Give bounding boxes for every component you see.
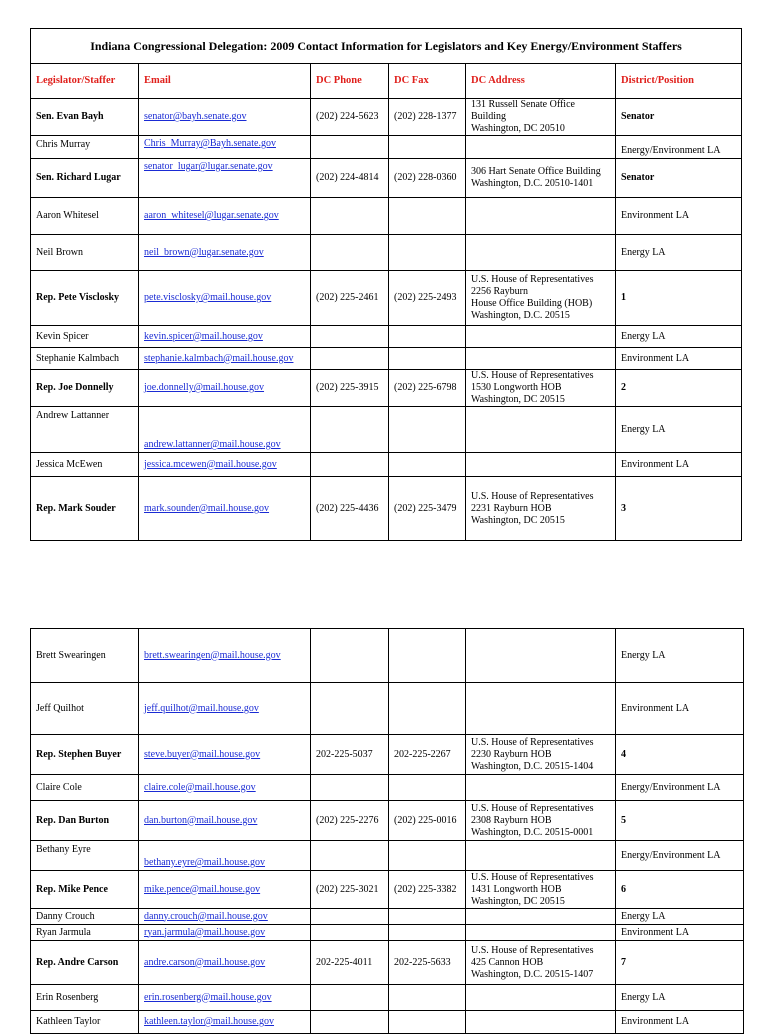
email-link[interactable]: andrew.lattanner@mail.house.gov bbox=[144, 439, 281, 450]
dc-phone bbox=[311, 925, 389, 941]
address-line: Washington, DC 20515 bbox=[471, 514, 565, 526]
address-line: U.S. House of Representatives bbox=[471, 370, 594, 381]
legislator-name: Rep. Pete Visclosky bbox=[31, 271, 139, 326]
dc-fax bbox=[389, 909, 466, 925]
dc-fax bbox=[389, 775, 466, 801]
district-position: Energy LA bbox=[616, 629, 744, 683]
dc-address bbox=[466, 477, 616, 541]
email-link[interactable]: aaron_whitesel@lugar.senate.gov bbox=[144, 210, 279, 221]
email-link[interactable]: pete.visclosky@mail.house.gov bbox=[144, 292, 272, 303]
dc-phone: (202) 224-5623 bbox=[311, 99, 389, 136]
email-link[interactable]: mark.sounder@mail.house.gov bbox=[144, 502, 270, 514]
dc-fax: (202) 225-6798 bbox=[389, 370, 466, 407]
table-row bbox=[31, 136, 742, 159]
address-line: U.S. House of Representatives bbox=[471, 274, 594, 285]
district-position: Energy/Environment LA bbox=[616, 775, 744, 801]
table-row bbox=[31, 235, 742, 271]
legislator-name: Sen. Evan Bayh bbox=[31, 99, 139, 136]
header-phone: DC Phone bbox=[311, 64, 389, 99]
table-row bbox=[31, 159, 742, 198]
address-line: 2231 Rayburn HOB bbox=[471, 502, 552, 514]
district-position: 1 bbox=[616, 271, 742, 326]
dc-phone bbox=[311, 198, 389, 235]
address-line: Building bbox=[471, 111, 507, 122]
email-link[interactable]: ryan.jarmula@mail.house.gov bbox=[144, 926, 266, 938]
dc-fax bbox=[389, 198, 466, 235]
email-link[interactable]: danny.crouch@mail.house.gov bbox=[144, 910, 268, 922]
dc-phone: (202) 224-4814 bbox=[311, 159, 389, 198]
dc-address bbox=[466, 271, 616, 326]
district-position: Energy/Environment LA bbox=[616, 136, 742, 159]
email-cell bbox=[139, 99, 311, 136]
dc-phone bbox=[311, 1011, 389, 1034]
dc-phone bbox=[311, 985, 389, 1011]
dc-fax: 202-225-2267 bbox=[389, 735, 466, 775]
address-line: Washington, D.C. 20510-1401 bbox=[471, 178, 594, 189]
dc-fax bbox=[389, 136, 466, 159]
email-cell bbox=[139, 925, 311, 941]
district-position: 2 bbox=[616, 370, 742, 407]
legislator-name: Rep. Dan Burton bbox=[31, 801, 139, 841]
staffer-name: Kevin Spicer bbox=[31, 326, 139, 348]
address-line: U.S. House of Representatives bbox=[471, 736, 594, 748]
header-legislator: Legislator/Staffer bbox=[31, 64, 139, 99]
table-row bbox=[31, 925, 744, 941]
table-row bbox=[31, 735, 744, 775]
header-email: Email bbox=[139, 64, 311, 99]
header-position: District/Position bbox=[616, 64, 742, 99]
email-link[interactable]: bethany.eyre@mail.house.gov bbox=[144, 857, 266, 868]
dc-fax bbox=[389, 683, 466, 735]
dc-phone bbox=[311, 909, 389, 925]
dc-address bbox=[466, 909, 616, 925]
dc-fax bbox=[389, 407, 466, 453]
dc-address bbox=[466, 407, 616, 453]
staffer-name: Jessica McEwen bbox=[31, 453, 139, 477]
dc-address bbox=[466, 159, 616, 198]
staffer-name: Chris Murray bbox=[31, 136, 139, 159]
email-link[interactable]: kevin.spicer@mail.house.gov bbox=[144, 330, 263, 342]
district-position: Environment LA bbox=[616, 683, 744, 735]
table-row bbox=[31, 407, 742, 453]
address-line: Washington, DC 20515 bbox=[471, 895, 565, 907]
dc-address bbox=[466, 198, 616, 235]
email-cell bbox=[139, 198, 311, 235]
legislator-name: Sen. Richard Lugar bbox=[31, 159, 139, 198]
table-row bbox=[31, 1011, 744, 1034]
dc-phone bbox=[311, 453, 389, 477]
dc-fax bbox=[389, 925, 466, 941]
address-line: Washington, DC 20515 bbox=[471, 394, 565, 405]
dc-phone: (202) 225-4436 bbox=[311, 477, 389, 541]
header-fax: DC Fax bbox=[389, 64, 466, 99]
table-row bbox=[31, 326, 742, 348]
dc-phone bbox=[311, 775, 389, 801]
address-line: 131 Russell Senate Office bbox=[471, 99, 575, 110]
staffer-name: Stephanie Kalmbach bbox=[31, 348, 139, 370]
district-position: Environment LA bbox=[616, 453, 742, 477]
email-link[interactable]: Chris_Murray@Bayh.senate.gov bbox=[144, 138, 276, 149]
email-link[interactable]: senator@bayh.senate.gov bbox=[144, 111, 247, 122]
table-row bbox=[31, 909, 744, 925]
staffer-name: Kathleen Taylor bbox=[31, 1011, 139, 1034]
district-position: Energy LA bbox=[616, 985, 744, 1011]
district-position: 3 bbox=[616, 477, 742, 541]
address-line: 306 Hart Senate Office Building bbox=[471, 166, 601, 177]
address-line: Washington, D.C. 20515-1404 bbox=[471, 760, 594, 772]
dc-address bbox=[466, 801, 616, 841]
email-link[interactable]: joe.donnelly@mail.house.gov bbox=[144, 382, 265, 393]
dc-fax bbox=[389, 326, 466, 348]
dc-fax bbox=[389, 348, 466, 370]
dc-phone bbox=[311, 326, 389, 348]
email-cell bbox=[139, 235, 311, 271]
table-row bbox=[31, 985, 744, 1011]
address-line: U.S. House of Representatives bbox=[471, 871, 594, 883]
email-link[interactable]: steve.buyer@mail.house.gov bbox=[144, 748, 261, 760]
email-cell bbox=[139, 453, 311, 477]
dc-fax bbox=[389, 1011, 466, 1034]
dc-fax bbox=[389, 985, 466, 1011]
district-position: Energy/Environment LA bbox=[616, 841, 744, 871]
staffer-name: Andrew Lattanner bbox=[31, 407, 139, 453]
staffer-name: Bethany Eyre bbox=[31, 841, 139, 871]
table-row bbox=[31, 370, 742, 407]
table-row bbox=[31, 941, 744, 985]
district-position: 5 bbox=[616, 801, 744, 841]
email-cell bbox=[139, 841, 311, 871]
legislator-name: Rep. Mark Souder bbox=[31, 477, 139, 541]
document-title: Indiana Congressional Delegation: 2009 Contact Information for Legislators and Key Energy/Environment Staffers bbox=[31, 29, 742, 64]
address-line: U.S. House of Representatives bbox=[471, 944, 594, 956]
table-row bbox=[31, 841, 744, 871]
staffer-name: Danny Crouch bbox=[31, 909, 139, 925]
email-link[interactable]: stephanie.kalmbach@mail.house.gov bbox=[144, 352, 294, 364]
legislator-name: Rep. Joe Donnelly bbox=[31, 370, 139, 407]
email-cell bbox=[139, 136, 311, 159]
dc-address bbox=[466, 683, 616, 735]
district-position: Environment LA bbox=[616, 198, 742, 235]
address-line: U.S. House of Representatives bbox=[471, 802, 594, 814]
table-header-row bbox=[31, 64, 742, 99]
address-line: 2256 Rayburn bbox=[471, 286, 528, 297]
email-link[interactable]: senator_lugar@lugar.senate.gov bbox=[144, 161, 273, 172]
dc-fax: (202) 225-0016 bbox=[389, 801, 466, 841]
email-cell bbox=[139, 909, 311, 925]
staffer-name: Ryan Jarmula bbox=[31, 925, 139, 941]
dc-phone bbox=[311, 683, 389, 735]
email-cell bbox=[139, 941, 311, 985]
dc-phone: 202-225-4011 bbox=[311, 941, 389, 985]
table-row bbox=[31, 348, 742, 370]
district-position: Energy LA bbox=[616, 235, 742, 271]
staffer-name: Aaron Whitesel bbox=[31, 198, 139, 235]
table-row bbox=[31, 453, 742, 477]
dc-phone bbox=[311, 348, 389, 370]
table-row bbox=[31, 198, 742, 235]
email-cell bbox=[139, 477, 311, 541]
address-line: Washington, D.C. 20515-1407 bbox=[471, 968, 594, 980]
address-line: 1431 Longworth HOB bbox=[471, 883, 562, 895]
district-position: 7 bbox=[616, 941, 744, 985]
email-cell bbox=[139, 801, 311, 841]
dc-address bbox=[466, 348, 616, 370]
dc-address bbox=[466, 326, 616, 348]
address-line: 2230 Rayburn HOB bbox=[471, 748, 552, 760]
dc-address bbox=[466, 985, 616, 1011]
dc-address bbox=[466, 235, 616, 271]
email-cell bbox=[139, 985, 311, 1011]
dc-phone: (202) 225-2276 bbox=[311, 801, 389, 841]
dc-address bbox=[466, 1011, 616, 1034]
staffer-name: Brett Swearingen bbox=[31, 629, 139, 683]
dc-fax bbox=[389, 629, 466, 683]
email-cell bbox=[139, 629, 311, 683]
staffer-name: Erin Rosenberg bbox=[31, 985, 139, 1011]
address-line: 1530 Longworth HOB bbox=[471, 382, 562, 393]
email-link[interactable]: erin.rosenberg@mail.house.gov bbox=[144, 991, 272, 1003]
table-row bbox=[31, 801, 744, 841]
staffer-name: Claire Cole bbox=[31, 775, 139, 801]
email-cell bbox=[139, 348, 311, 370]
address-line: 2308 Rayburn HOB bbox=[471, 814, 552, 826]
dc-address bbox=[466, 925, 616, 941]
staffer-name: Neil Brown bbox=[31, 235, 139, 271]
dc-phone: (202) 225-3915 bbox=[311, 370, 389, 407]
dc-fax: (202) 225-3479 bbox=[389, 477, 466, 541]
email-link[interactable]: claire.cole@mail.house.gov bbox=[144, 781, 256, 793]
dc-phone bbox=[311, 136, 389, 159]
email-link[interactable]: neil_brown@lugar.senate.gov bbox=[144, 246, 264, 258]
table-row bbox=[31, 871, 744, 909]
email-cell bbox=[139, 683, 311, 735]
email-cell bbox=[139, 1011, 311, 1034]
dc-address bbox=[466, 775, 616, 801]
address-line: Washington, DC 20510 bbox=[471, 123, 565, 134]
staffer-name: Jeff Quilhot bbox=[31, 683, 139, 735]
dc-address bbox=[466, 841, 616, 871]
legislator-name: Rep. Stephen Buyer bbox=[31, 735, 139, 775]
dc-phone bbox=[311, 407, 389, 453]
email-link[interactable]: kathleen.taylor@mail.house.gov bbox=[144, 1016, 275, 1027]
dc-address bbox=[466, 453, 616, 477]
dc-address bbox=[466, 370, 616, 407]
table-row bbox=[31, 629, 744, 683]
dc-address bbox=[466, 871, 616, 909]
legislator-name: Rep. Mike Pence bbox=[31, 871, 139, 909]
dc-fax bbox=[389, 453, 466, 477]
dc-fax bbox=[389, 841, 466, 871]
district-position: Senator bbox=[616, 159, 742, 198]
dc-address bbox=[466, 136, 616, 159]
email-link[interactable]: andre.carson@mail.house.gov bbox=[144, 956, 266, 968]
table-row bbox=[31, 477, 742, 541]
table-row bbox=[31, 683, 744, 735]
district-position: 4 bbox=[616, 735, 744, 775]
contact-table-part-1 bbox=[30, 28, 742, 541]
district-position: 6 bbox=[616, 871, 744, 909]
email-cell bbox=[139, 271, 311, 326]
dc-phone bbox=[311, 629, 389, 683]
email-cell bbox=[139, 871, 311, 909]
dc-fax: 202-225-5633 bbox=[389, 941, 466, 985]
address-line: 425 Cannon HOB bbox=[471, 956, 544, 968]
district-position: Energy LA bbox=[616, 326, 742, 348]
email-link[interactable]: jessica.mcewen@mail.house.gov bbox=[144, 458, 277, 470]
dc-phone: 202-225-5037 bbox=[311, 735, 389, 775]
email-cell bbox=[139, 735, 311, 775]
dc-fax: (202) 225-3382 bbox=[389, 871, 466, 909]
district-position: Senator bbox=[616, 99, 742, 136]
dc-address bbox=[466, 99, 616, 136]
table-row bbox=[31, 99, 742, 136]
district-position: Environment LA bbox=[616, 925, 744, 941]
address-line: Washington, D.C. 20515 bbox=[471, 310, 570, 321]
table-row bbox=[31, 775, 744, 801]
contact-table-part-2 bbox=[30, 628, 744, 1034]
email-link[interactable]: mike.pence@mail.house.gov bbox=[144, 883, 261, 895]
district-position: Energy LA bbox=[616, 909, 744, 925]
header-address: DC Address bbox=[466, 64, 616, 99]
email-link[interactable]: dan.burton@mail.house.gov bbox=[144, 814, 258, 826]
email-link[interactable]: jeff.quilhot@mail.house.gov bbox=[144, 702, 259, 714]
district-position: Energy LA bbox=[616, 407, 742, 453]
district-position: Environment LA bbox=[616, 348, 742, 370]
dc-phone: (202) 225-3021 bbox=[311, 871, 389, 909]
dc-address bbox=[466, 629, 616, 683]
address-line: House Office Building (HOB) bbox=[471, 298, 593, 309]
dc-phone bbox=[311, 841, 389, 871]
dc-fax bbox=[389, 235, 466, 271]
dc-phone bbox=[311, 235, 389, 271]
address-line: U.S. House of Representatives bbox=[471, 490, 594, 502]
dc-phone: (202) 225-2461 bbox=[311, 271, 389, 326]
table-row bbox=[31, 271, 742, 326]
email-cell bbox=[139, 370, 311, 407]
email-cell bbox=[139, 326, 311, 348]
dc-fax: (202) 228-0360 bbox=[389, 159, 466, 198]
dc-address bbox=[466, 941, 616, 985]
legislator-name: Rep. Andre Carson bbox=[31, 941, 139, 985]
email-link[interactable]: brett.swearingen@mail.house.gov bbox=[144, 649, 281, 661]
dc-fax: (202) 228-1377 bbox=[389, 99, 466, 136]
dc-address bbox=[466, 735, 616, 775]
email-cell bbox=[139, 775, 311, 801]
address-line: Washington, D.C. 20515-0001 bbox=[471, 826, 594, 838]
district-position: Environment LA bbox=[616, 1011, 744, 1034]
email-cell bbox=[139, 159, 311, 198]
dc-fax: (202) 225-2493 bbox=[389, 271, 466, 326]
email-cell bbox=[139, 407, 311, 453]
